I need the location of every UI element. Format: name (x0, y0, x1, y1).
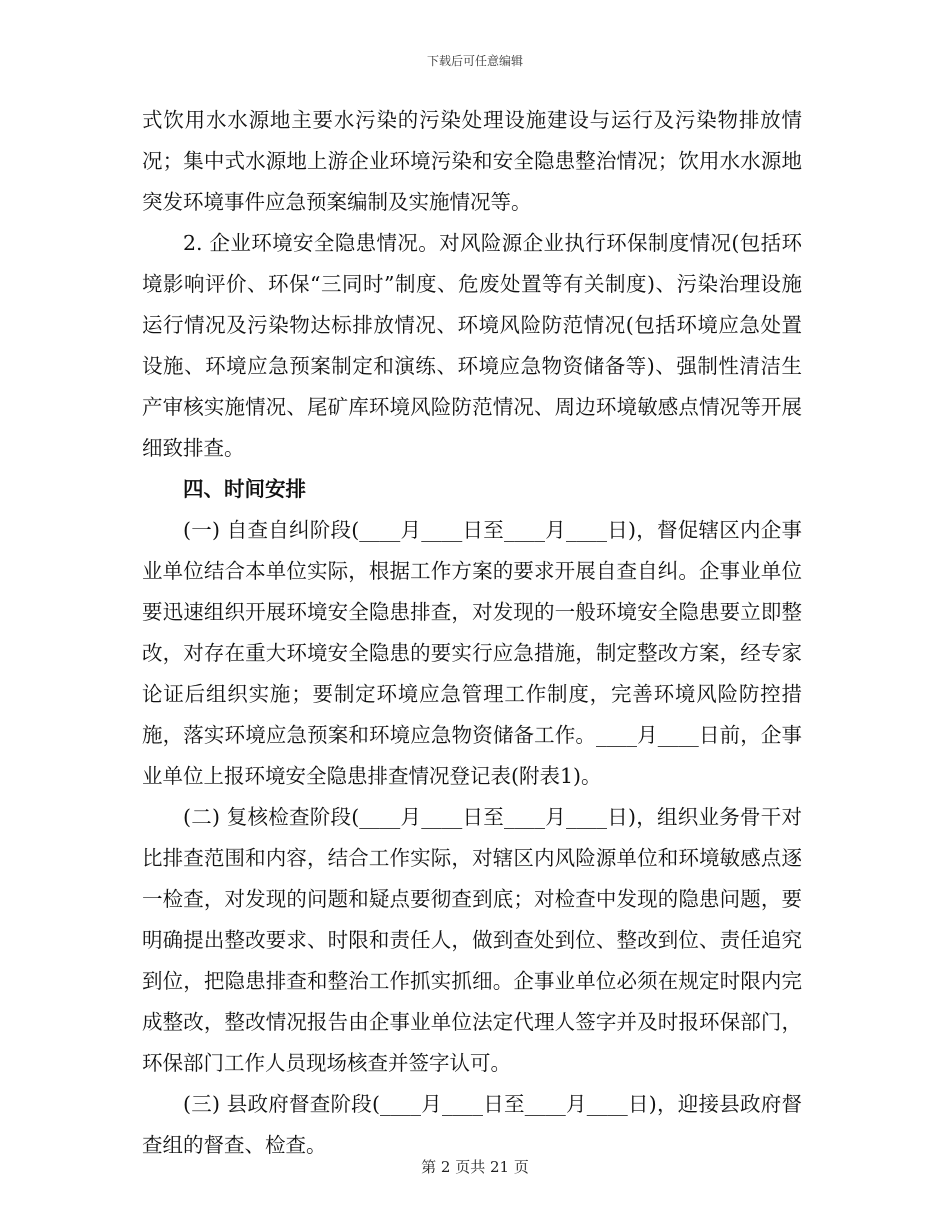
page-footer-number: 第 2 页共 21 页 (421, 1158, 529, 1176)
paragraph-county-supervision: (三) 县政府督查阶段(____月____日至____月____日)，迎接县政府督查组的督查、检查。 (142, 1092, 802, 1157)
document-body (142, 100, 802, 1166)
paragraph-enterprise-hazards: 2. 企业环境安全隐患情况。对风险源企业执行环保制度情况(包括环境影响评价、环保“三同时”制度、危废处置等有关制度)、污染治理设施运行情况及污染物达标排放情况、环境风险防范情况(包括环境应急处置设施、环境应急预案制定和演练、环境应急物资储备等)、强制性清洁生产审核实施情况、尾矿库环境风险防范情况、周边环境敏感点情况等开展细致排查。 (142, 231, 802, 460)
paragraph-water-source: 式饮用水水源地主要水污染的污染处理设施建设与运行及污染物排放情况；集中式水源地上游企业环境污染和安全隐患整治情况；饮用水水源地突发环境事件应急预案编制及实施情况等。 (142, 108, 802, 214)
page-header-note: 下载后可任意编辑 (426, 54, 523, 68)
paragraph-review-inspection: (二) 复核检查阶段(____月____日至____月____日)，组织业务骨干对比排查范围和内容，结合工作实际，对辖区内风险源单位和环境敏感点逐一检查，对发现的问题和疑点要彻查到底；对检查中发现的隐患问题，要明确提出整改要求、时限和责任人，做到查处到位、整改到位、责任追究到位，把隐患排查和整治工作抓实抓细。企事业单位必须在规定时限内完成整改，整改情况报告由企事业单位法定代理人签字并及时报环保部门，环保部门工作人员现场核查并签字认可。 (142, 805, 802, 1075)
section-heading-schedule: 四、时间安排 (183, 477, 306, 501)
paragraph-self-inspection: (一) 自查自纠阶段(____月____日至____月____日)，督促辖区内企事业单位结合本单位实际，根据工作方案的要求开展自查自纠。企事业单位要迅速组织开展环境安全隐患排查，对发现的一般环境安全隐患要立即整改，对存在重大环境安全隐患的要实行应急措施，制定整改方案，经专家论证后组织实施；要制定环境应急管理工作制度，完善环境风险防控措施，落实环境应急预案和环境应急物资储备工作。____月____日前，企事业单位上报环境安全隐患排查情况登记表(附表1)。 (142, 518, 802, 788)
